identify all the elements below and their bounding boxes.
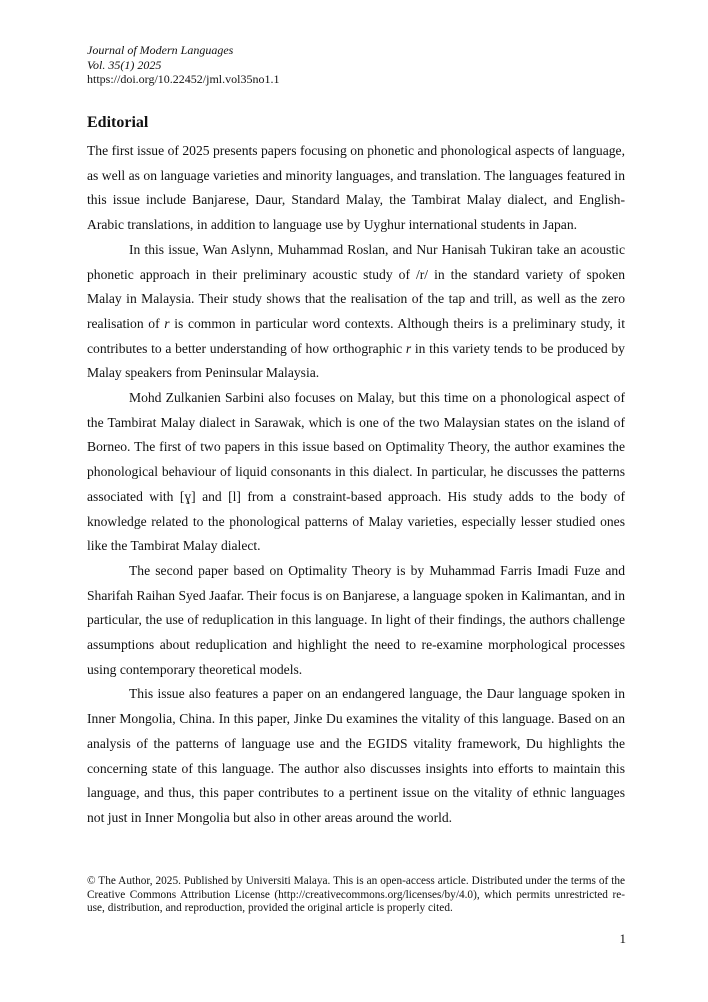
orthographic-r-1: r [164, 315, 170, 331]
paragraph-5: This issue also features a paper on an endangered language, the Daur language spoken in Inner Mongolia, China. In this paper, Jinke Du examines the vitality of this language. Based on an analysis of the patterns of language use and the EGIDS vitality framework, Du highlights the concerning state of this language. The author also discusses insights into efforts to maintain this language, and thus, this paper contributes to a pertinent issue on the vitality of ethnic languages not just in Inner Mongolia but also in other areas around the world. [87, 686, 625, 825]
paragraph-2-text-a: In this issue, Wan Aslynn, Muhammad Roslan, and Nur Hanisah Tukiran take an acoustic phonetic approach in their preliminary acoustic study of /r/ in the standard variety of spoken Malay in Malaysia. Their study shows that the realisation of the tap and trill, as well as the zero realisation of [87, 241, 625, 331]
orthographic-r-2: r [405, 340, 412, 356]
paragraph-1: The first issue of 2025 presents papers focusing on phonetic and phonological aspects of language, as well as on language varieties and minority languages, and translation. The languages featured in this issue include Banjarese, Daur, Standard Malay, the Tambirat Malay dialect, and English-Arabic translations, in addition to language use by Uyghur international students in Japan. [87, 143, 625, 233]
paragraph-3: Mohd Zulkanien Sarbini also focuses on Malay, but this time on a phonological aspect of the Tambirat Malay dialect in Sarawak, which is one of the two Malaysian states on the island of Borneo. The first of two papers in this issue based on Optimality Theory, the author examines the phonological behaviour of liquid consonants in this dialect. In particular, he discusses the patterns associated with [ɣ] and [l] from a constraint-based approach. His study adds to the body of knowledge related to the phonological patterns of Malay varieties, especially lesser studied ones like the Tambirat Malay dialect. [87, 390, 625, 554]
paragraph-2-text-c: in this variety tends to be produced by Malay speakers from Peninsular Malaysia. [87, 340, 625, 381]
doi-link[interactable]: https://doi.org/10.22452/jml.vol35no1.1 [87, 72, 280, 86]
license-footnote: © The Author, 2025. Published by Universiti Malaya. This is an open-access article. Distributed under the terms of the Creative Commons Attribution License (http://creativecommons.org/licenses/by/4.0), which permits unrestricted re-use, distribution, and reproduction, provided the original article is properly cited. [87, 875, 625, 914]
journal-title: Journal of Modern Languages [87, 43, 234, 57]
paragraph-2-text-b: is common in particular word contexts. Although theirs is a preliminary study, it contributes to a better understanding of how orthographic [87, 315, 625, 356]
paragraph-2 [87, 238, 625, 386]
page-number: 1 [619, 931, 626, 946]
editorial-body [87, 139, 625, 831]
journal-header [87, 43, 279, 87]
journal-volume: Vol. 35(1) 2025 [87, 57, 162, 72]
paragraph-4: The second paper based on Optimality Theory is by Muhammad Farris Imadi Fuze and Sharifah Raihan Syed Jaafar. Their focus is on Banjarese, a language spoken in Kalimantan, and in particular, the use of reduplication in this language. In light of their findings, the authors challenge assumptions about reduplication and highlight the need to re-examine morphological processes using contemporary theoretical models. [87, 562, 625, 677]
section-heading: Editorial [87, 114, 149, 131]
